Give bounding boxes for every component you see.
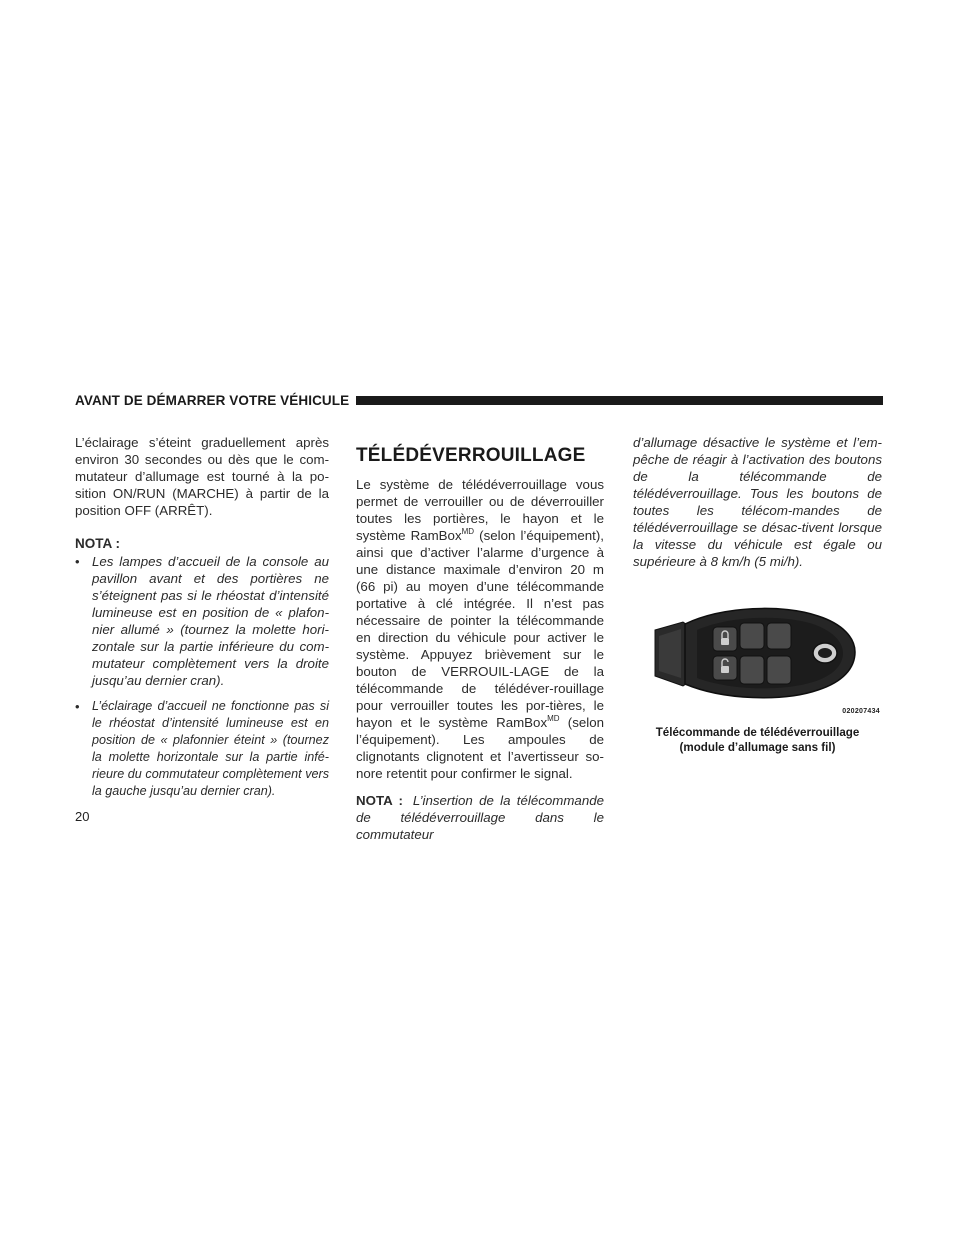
figure-caption xyxy=(633,725,882,755)
body-paragraph: Le système de télédéverrouillage vous permet de verrouiller ou de déverrouiller toutes les portières, le hayon et le système RamBox$^{MD}$ (selon l’équipement), ainsi que d’activer l’alarme d’urgence à une distance maximale d’environ 20 m (66 pi) au moyen d’une télécommande portative à clé intégrée. Il n’est pas nécessaire de pointer la télécommande en direction du véhicule pour activer le système. Appuyez brièvement sur le bouton de VERROUIL-LAGE de la télécommande de télédéver-rouillage pour verrouiller toutes les por-tières, le hayon et le système RamBox$^{MD}$ (selon l’équipement). Les ampoules de clignotants clignotent et l’avertisseur so-nore retentit pour confirmer le signal. xyxy=(356,477,604,781)
nota-paragraph xyxy=(356,792,604,843)
caption-line-2: (module d’allumage sans fil) xyxy=(679,741,836,754)
header-rule xyxy=(356,396,883,405)
key-fob-figure xyxy=(633,596,882,718)
trademark-sup: MD xyxy=(547,713,560,723)
bullet-text: Les lampes d’accueil de la console au pavillon avant et des portières ne s’éteignent pas si le rhéostat d’intensité lumineuse est en position de « plafon-nier allumé » (tournez la molette hori-zontale sur la partie inférieure du com-mutateur complètement vers la droite jusqu’au dernier cran). xyxy=(92,554,329,688)
column-left xyxy=(75,434,329,800)
intro-paragraph: L’éclairage s’éteint graduellement après environ 30 secondes ou dès que le com-mutateur d’allumage est tourné à la po-sition ON/RUN (MARCHE) à partir de la position OFF (ARRÊT). xyxy=(75,435,329,518)
bullet-icon: • xyxy=(75,554,80,569)
trademark-sup: MD xyxy=(461,526,475,536)
nota-label: NOTA : xyxy=(356,793,403,808)
caption-line-1: Télécommande de télédéverrouillage xyxy=(655,726,860,739)
bullet-icon: • xyxy=(75,699,80,714)
header-title: AVANT DE DÉMARRER VOTRE VÉHICULE xyxy=(75,392,350,408)
section-header xyxy=(75,390,883,410)
bullet-text: L’éclairage d’accueil ne fonctionne pas si le rhéostat d’intensité lumineuse est en position de « plafonnier éteint » (tournez la molette horizontale sur la partie infé-rieure du commutateur complètement vers la gauche jusqu’au dernier cran). xyxy=(92,699,329,798)
list-item xyxy=(75,553,329,689)
section-heading: TÉLÉDÉVERROUILLAGE xyxy=(356,445,586,466)
continued-paragraph: d’allumage désactive le système et l’em-pêche de réagir à l’activation des boutons de la télécommande de télédéverrouillage. Tous les boutons de toutes les télécom-mandes de télédéverrouillage se désac-tivent lorsque la vitesse du véhicule est égale ou supérieure à 8 km/h (5 mi/h). xyxy=(633,435,882,569)
list-item xyxy=(75,698,329,800)
nota-label: NOTA : xyxy=(75,536,120,551)
page-number: 20 xyxy=(75,809,90,824)
column-right xyxy=(633,434,882,570)
figure-code: 020207434 xyxy=(842,708,880,715)
nota-text: L’insertion de la télécommande de télédéverrouillage dans le commutateur xyxy=(356,793,604,842)
key-fob-illustration xyxy=(633,596,882,718)
column-middle xyxy=(356,446,604,843)
